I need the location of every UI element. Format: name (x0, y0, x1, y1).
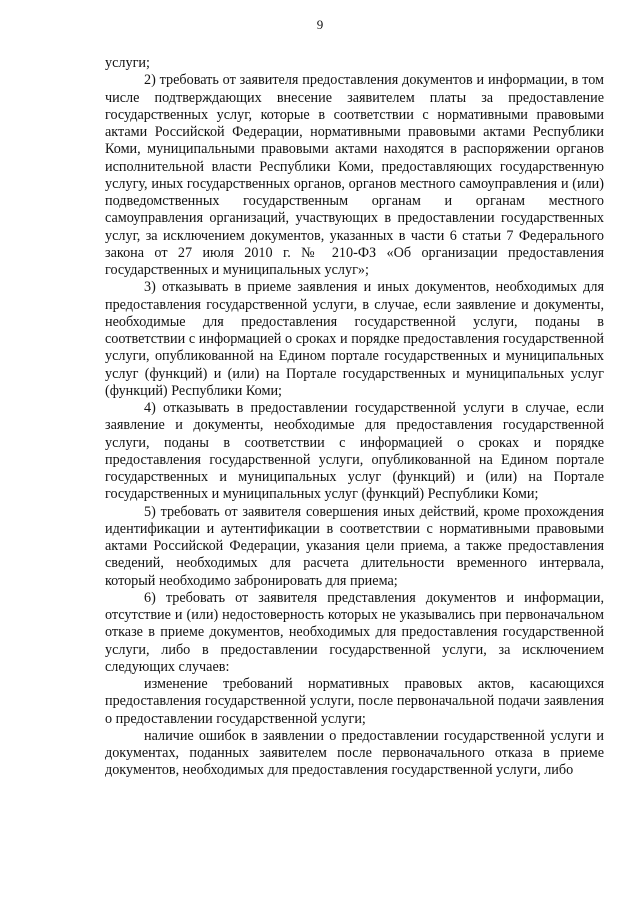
paragraph-continuation: услуги; (105, 55, 150, 71)
paragraph-item-6: 6) требовать от заявителя представления документов и информации, отсутствие и (или) недостоверность которых не указывались при первоначальном отказе в приеме документов, необходимых для предоставления государственной услуги, либо в предоставлении государственной услуги, за исключением следующих случаев: (105, 589, 604, 675)
paragraph-item-3: 3) отказывать в приеме заявления и иных документов, необходимых для предоставления государственной услуги, в случае, если заявление и документы, необходимые для предоставления государственной услуги, поданы в соответствии с информацией о сроках и порядке предоставления государственной услуги, опубликованной на Едином портале государственных и муниципальных услуг (функций) и (или) на Портале государственных и муниципальных услуг (функций) Республики Коми; (105, 279, 604, 399)
paragraph-item-5: 5) требовать от заявителя совершения иных действий, кроме прохождения идентификации и аутентификации в соответствии с нормативными правовыми актами Российской Федерации, указания цели приема, а также предоставления сведений, необходимых для расчета длительности временного интервала, который необходимо забронировать для приема; (105, 503, 604, 589)
page-number: 9 (316, 17, 324, 32)
paragraph-exception-1: изменение требований нормативных правовых актов, касающихся предоставления государственной услуги, после первоначальной подачи заявления о предоставлении государственной услуги; (105, 676, 604, 727)
paragraph-exception-2: наличие ошибок в заявлении о предоставлении государственной услуги и документах, поданных заявителем после первоначального отказа в приеме документов, необходимых для предоставления государственной услуги, либо (105, 727, 604, 779)
paragraph-item-4: 4) отказывать в предоставлении государственной услуги в случае, если заявление и документы, необходимые для предоставления государственной услуги, поданы в соответствии с информацией о сроках и порядке предоставления государственной услуги, опубликованной на Едином портале государственных и муниципальных услуг (функций) и (или) на Портале государственных и муниципальных услуг (функций) Республики Коми; (105, 400, 604, 503)
document-body (105, 55, 604, 780)
paragraph-item-2: 2) требовать от заявителя предоставления документов и информации, в том числе подтверждающих внесение заявителем платы за предоставление государственных услуг, которые в соответствии с нормативными правовыми актами Российской Федерации, нормативными правовыми актами Республики Коми, муниципальными правовыми актами находятся в распоряжении органов исполнительной власти Республики Коми, предоставляющих государственную услугу, иных государственных органов, органов местного самоуправления и (или) подведомственных государственным органам и органам местного самоуправления организаций, участвующих в предоставлении государственных услуг, за исключением документов, указанных в части 6 статьи 7 Федерального закона от 27 июля 2010 г. № 210-ФЗ «Об организации предоставления государственных и муниципальных услуг»; (105, 72, 604, 278)
